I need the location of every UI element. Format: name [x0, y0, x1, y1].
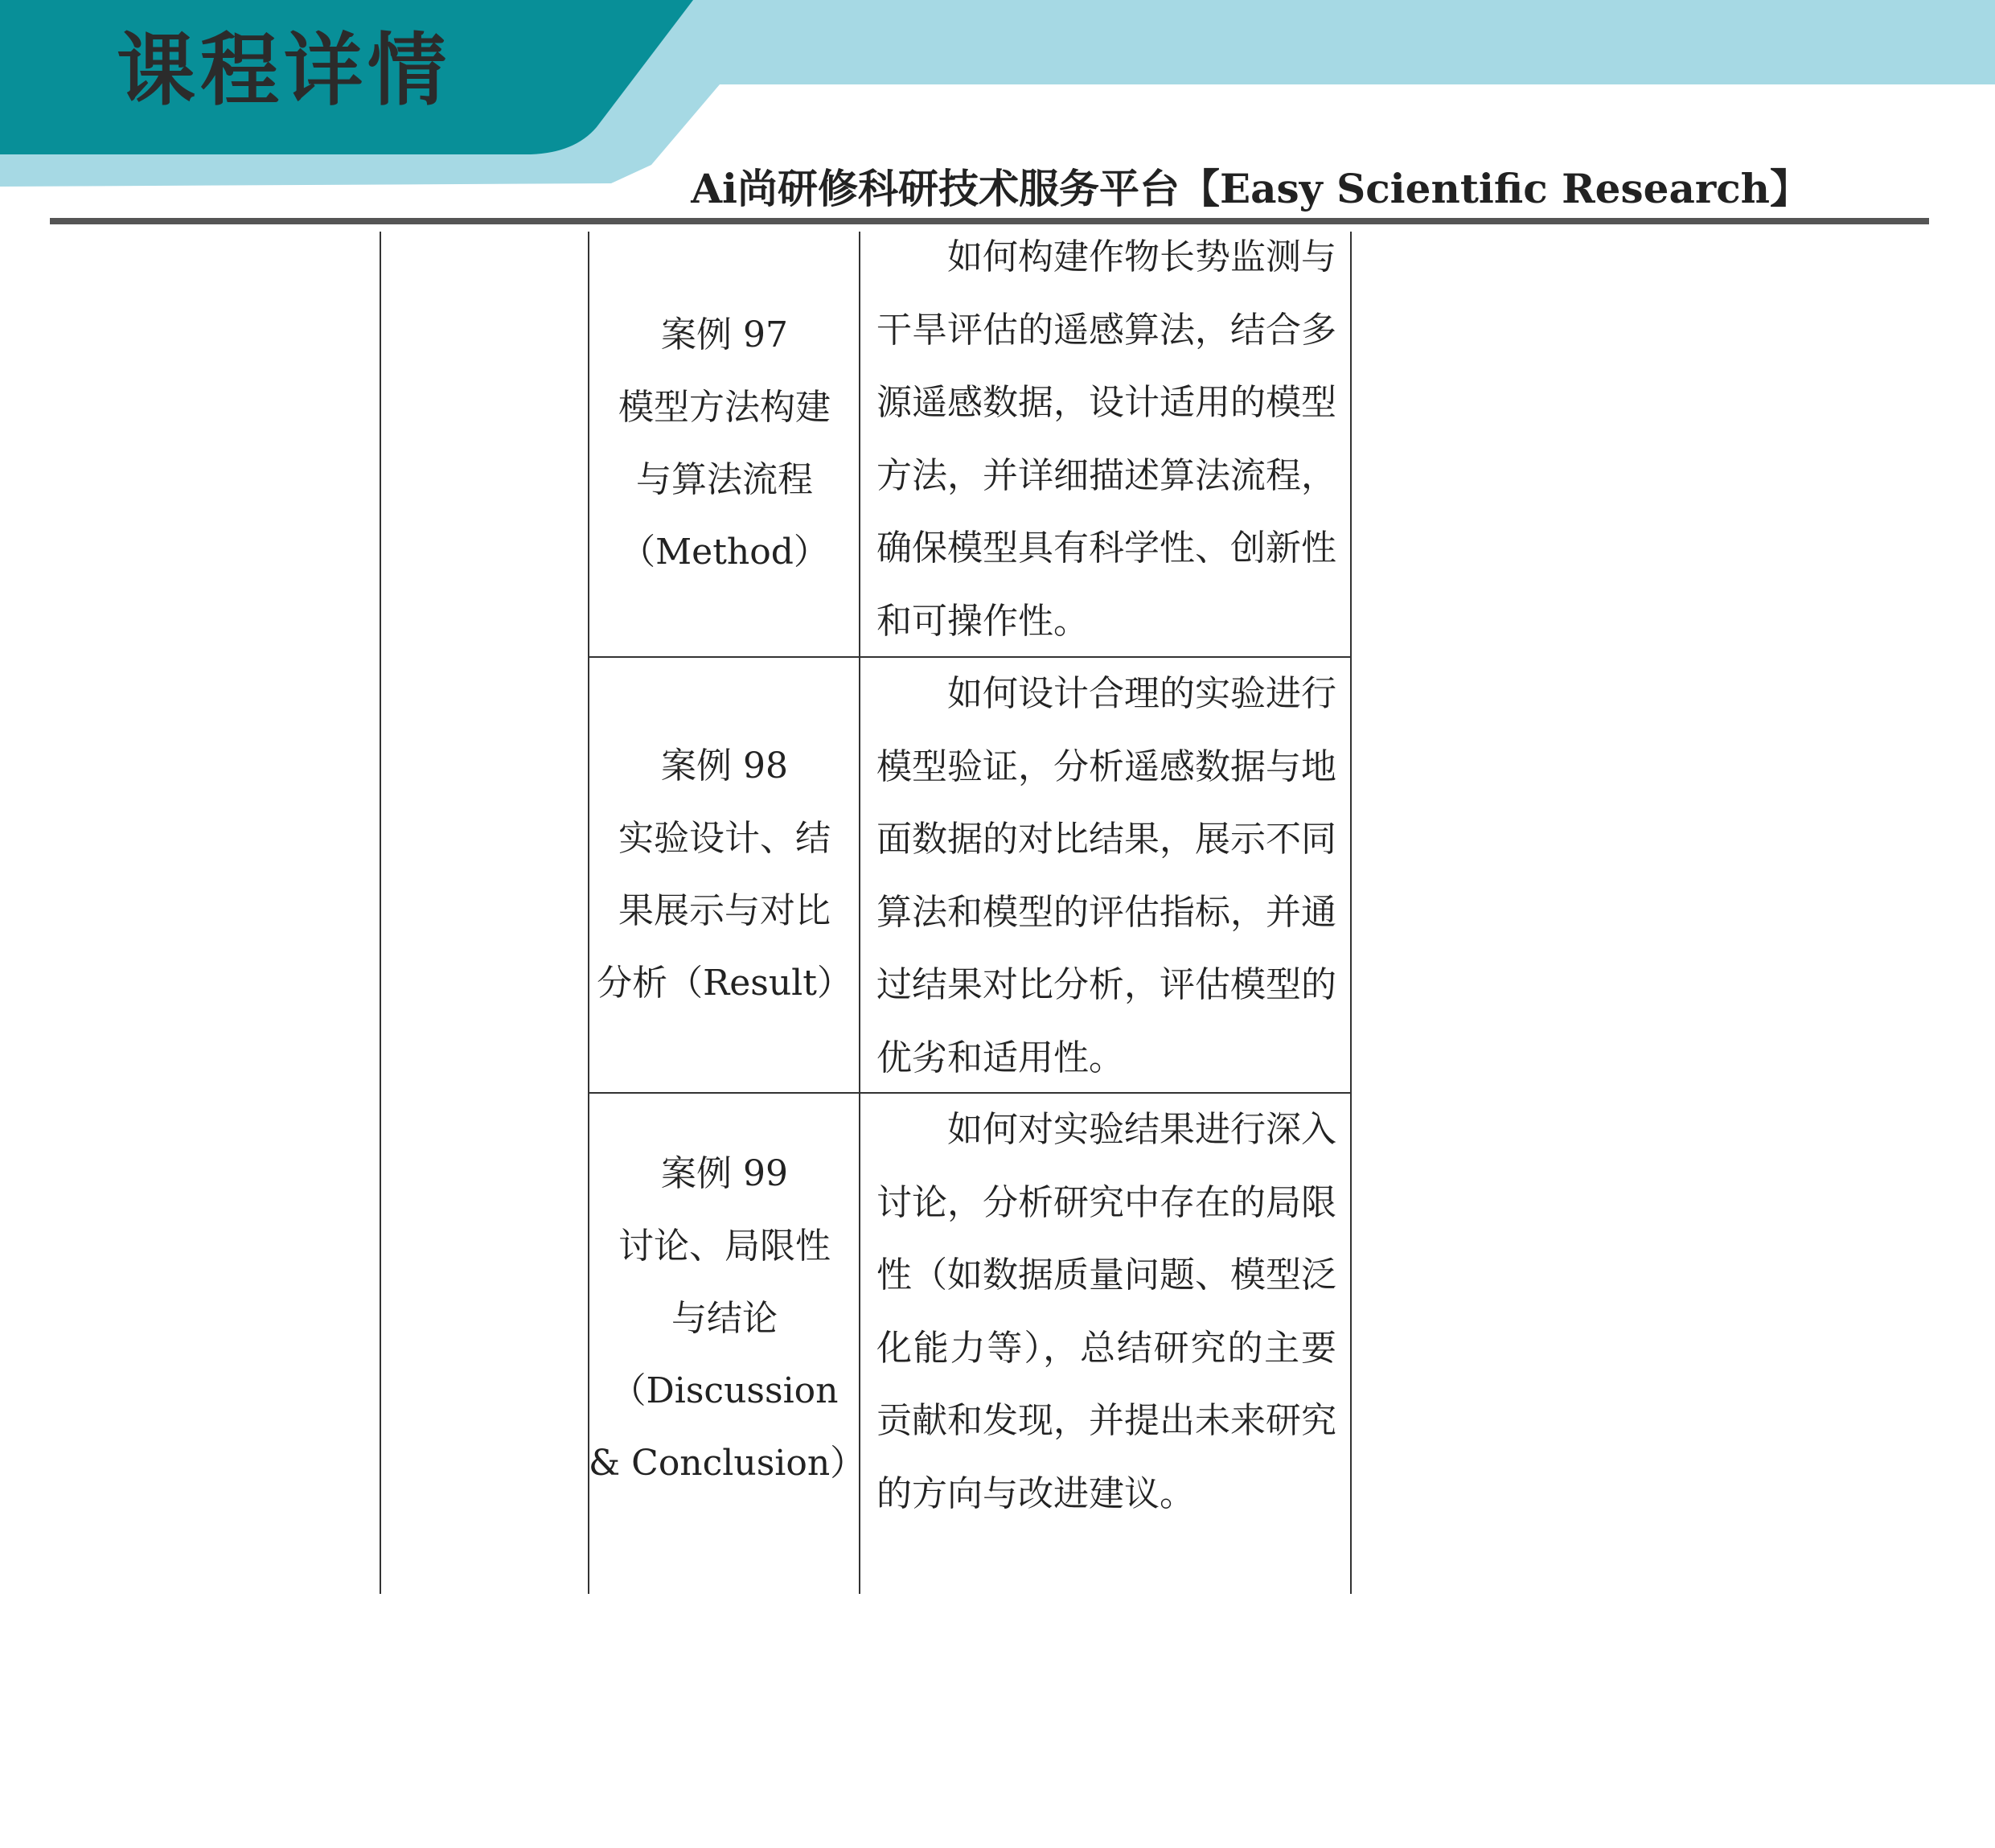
case-description: 如何设计合理的实验进行模型验证，分析遥感数据与地面数据的对比结果，展示不同算法和模型的评估指标，并通过结果对比分析，评估模型的优劣和适用性。 — [876, 673, 1336, 1078]
case-number: 案例 97 — [661, 314, 788, 355]
case-number: 案例 98 — [661, 745, 788, 786]
case-description: 如何对实验结果进行深入讨论，分析研究中存在的局限性（如数据质量问题、模型泛化能力等），总结研究的主要贡献和发现，并提出未来研究的方向与改进建议。 — [876, 1109, 1336, 1514]
platform-name: Ai尚研修科研技术服务平台【Easy Scientific Research】 — [691, 165, 1810, 212]
table-outer-left-border — [380, 232, 381, 1594]
case-title: 讨论、局限性 与结论 （Discussion & Conclusion） — [589, 1226, 866, 1484]
page-title: 课程详情 — [117, 25, 452, 117]
case-title: 模型方法构建 与算法流程 （Method） — [618, 387, 831, 573]
table-row-case-99-name — [589, 1094, 866, 1544]
table-column-border-right — [1350, 232, 1352, 1594]
case-title: 实验设计、结 果展示与对比 分析（Result） — [597, 818, 852, 1004]
table-row-case-97-name — [589, 232, 860, 656]
table-row-case-98-name — [589, 658, 860, 1092]
case-number: 案例 99 — [661, 1153, 788, 1194]
case-description: 如何构建作物长势监测与干旱评估的遥感算法，结合多源遥感数据，设计适用的模型方法，并详细描述算法流程，确保模型具有科学性、创新性和可操作性。 — [876, 236, 1336, 642]
